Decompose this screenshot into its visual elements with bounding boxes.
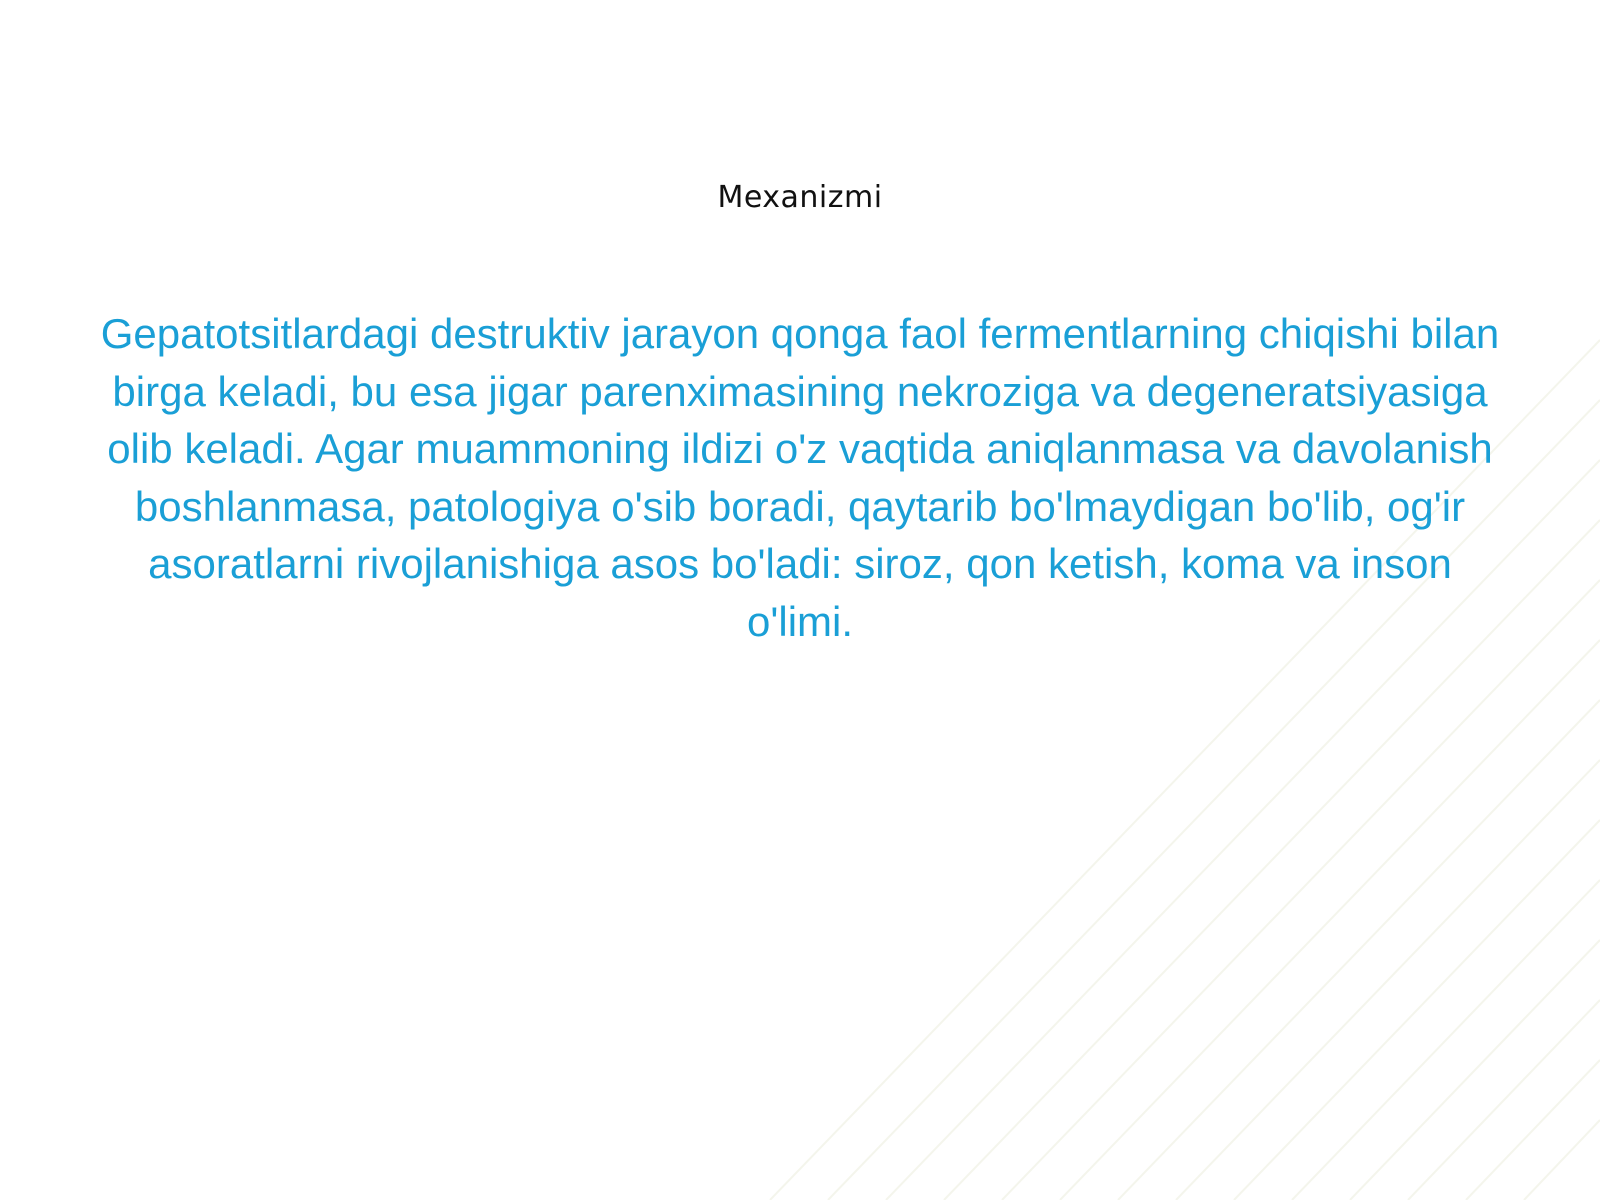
slide-title: Mexanizmi — [717, 180, 883, 215]
slide-body-text: Gepatotsitlardagi destruktiv jarayon qonga faol fermentlarning chiqishi bilan birga keladi, bu esa jigar parenximasining nekroziga va degeneratsiyasiga olib keladi. Agar muammoning ildizi o'z vaqtida aniqlanmasa va davolanish boshlanmasa, patologiya o'sib boradi, qaytarib bo'lmaydigan bo'lib, og'ir asoratlarni rivojlanishiga asos bo'ladi: siroz, qon ketish, koma va inson o'limi. — [100, 310, 1500, 645]
